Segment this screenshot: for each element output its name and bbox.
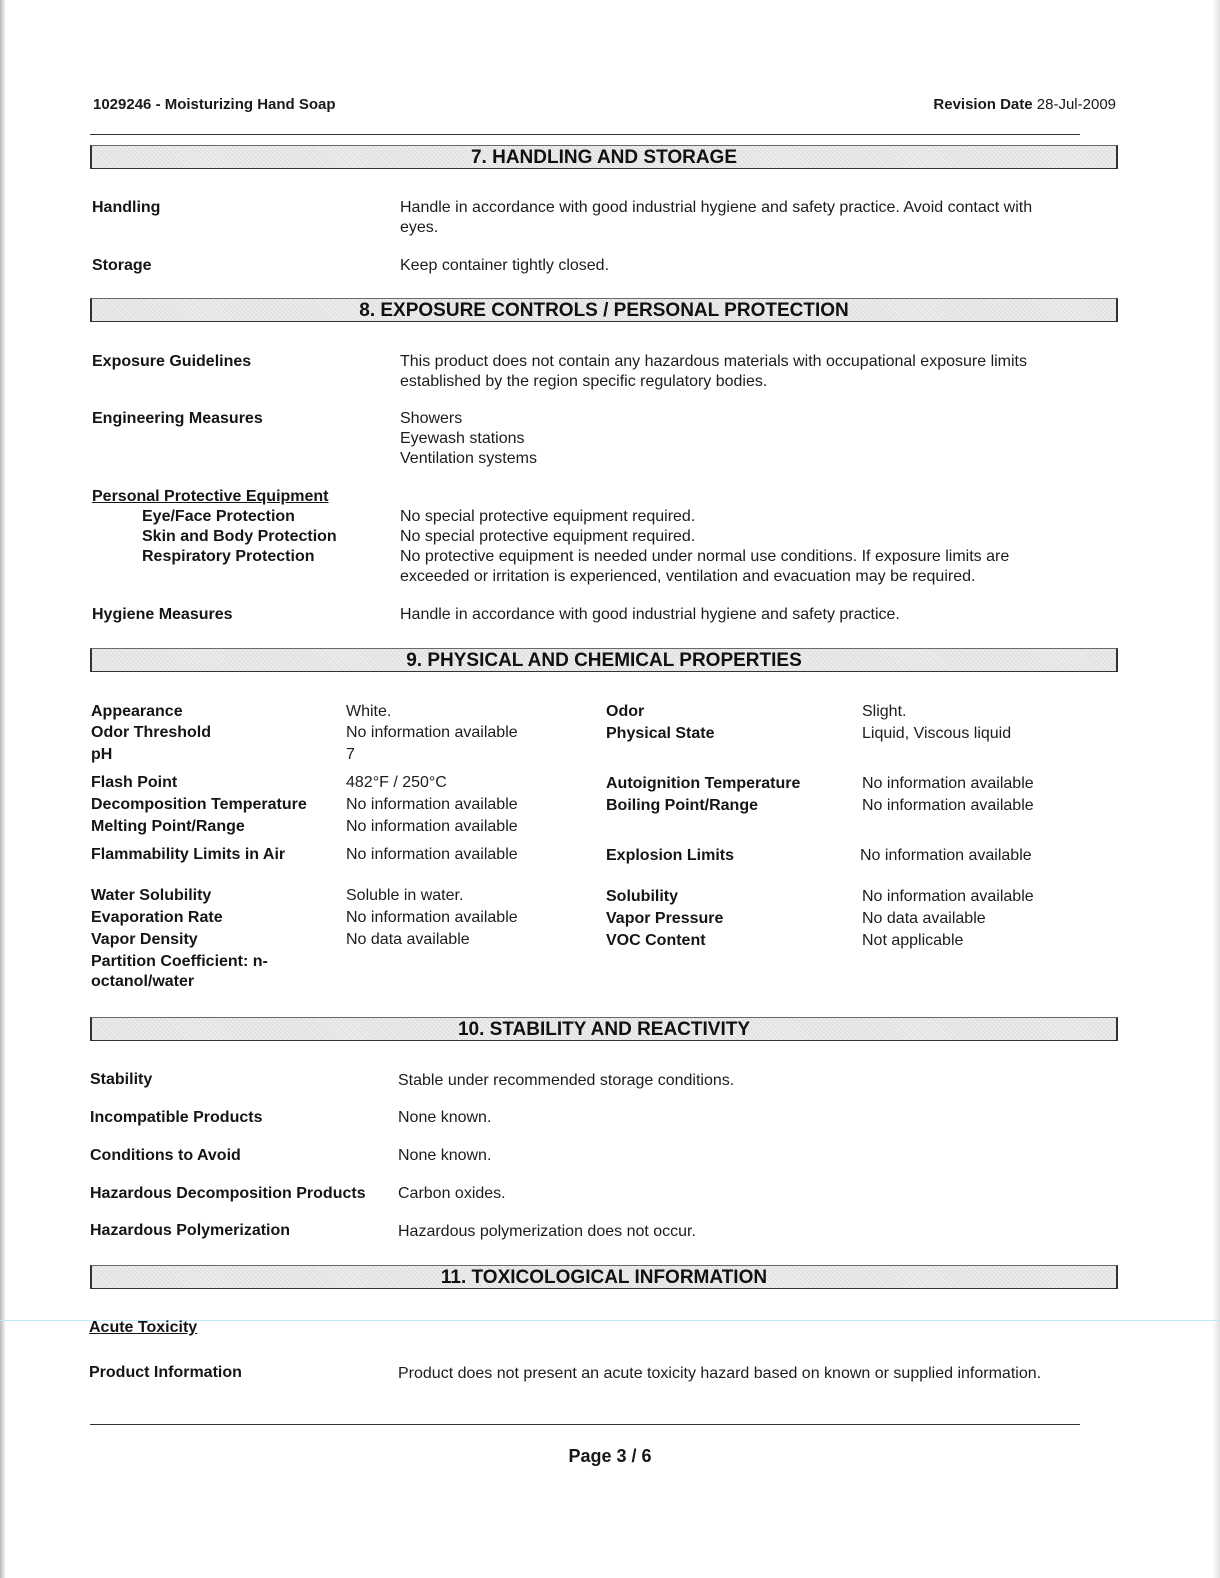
partition-coefficient-label-2: octanol/water <box>91 973 195 990</box>
footer-rule <box>90 1424 1080 1425</box>
engineering-measures-label: Engineering Measures <box>92 410 263 427</box>
exposure-guidelines-text-2: established by the region specific regulatory bodies. <box>400 373 768 390</box>
vapor-pressure-value: No data available <box>862 910 986 927</box>
flash-point-label: Flash Point <box>91 774 178 791</box>
ppe-label: Personal Protective Equipment <box>92 488 329 505</box>
flammability-value: No information available <box>346 846 518 863</box>
flammability-label: Flammability Limits in Air <box>91 846 286 863</box>
skin-body-text: No special protective equipment required. <box>400 528 696 545</box>
section-8-bar <box>90 298 1118 322</box>
autoignition-label: Autoignition Temperature <box>606 775 801 792</box>
handling-label: Handling <box>92 199 161 216</box>
revision-date: 28-Jul-2009 <box>1036 96 1116 113</box>
engineering-item: Eyewash stations <box>400 430 525 447</box>
physical-state-value: Liquid, Viscous liquid <box>862 725 1012 742</box>
explosion-limits-label: Explosion Limits <box>606 847 735 864</box>
evaporation-rate-label: Evaporation Rate <box>91 909 223 926</box>
section-9-title: 9. PHYSICAL AND CHEMICAL PROPERTIES <box>406 650 802 671</box>
respiratory-text-1: No protective equipment is needed under normal use conditions. If exposure limits are <box>400 548 1010 565</box>
incompatible-products-value: None known. <box>398 1109 492 1126</box>
conditions-to-avoid-label: Conditions to Avoid <box>90 1147 241 1164</box>
section-10-bar <box>90 1017 1118 1041</box>
acute-toxicity-label: Acute Toxicity <box>89 1319 198 1336</box>
hygiene-text: Handle in accordance with good industrial hygiene and safety practice. <box>400 606 900 623</box>
vapor-density-value: No data available <box>346 931 470 948</box>
conditions-to-avoid-value: None known. <box>398 1147 492 1164</box>
boiling-point-value: No information available <box>862 797 1034 814</box>
vapor-pressure-label: Vapor Pressure <box>606 910 724 927</box>
stability-value: Stable under recommended storage conditions. <box>398 1072 735 1089</box>
stability-label: Stability <box>90 1071 153 1088</box>
appearance-label: Appearance <box>91 703 183 720</box>
skin-body-label: Skin and Body Protection <box>142 528 337 545</box>
odor-threshold-value: No information available <box>346 724 518 741</box>
decomposition-temp-label: Decomposition Temperature <box>91 796 307 813</box>
boiling-point-label: Boiling Point/Range <box>606 797 758 814</box>
respiratory-label: Respiratory Protection <box>142 548 315 565</box>
hazardous-decomposition-label: Hazardous Decomposition Products <box>90 1185 366 1202</box>
eye-face-label: Eye/Face Protection <box>142 508 295 525</box>
engineering-item: Showers <box>400 410 463 427</box>
eye-face-text: No special protective equipment required. <box>400 508 696 525</box>
section-10-title: 10. STABILITY AND REACTIVITY <box>457 1019 751 1040</box>
section-11-title: 11. TOXICOLOGICAL INFORMATION <box>440 1267 768 1288</box>
appearance-value: White. <box>346 703 392 720</box>
handling-text-1: Handle in accordance with good industrial hygiene and safety practice. Avoid contact with <box>400 199 1033 216</box>
evaporation-rate-value: No information available <box>346 909 518 926</box>
odor-value: Slight. <box>862 703 907 720</box>
section-7-bar <box>90 145 1118 169</box>
solubility-value: No information available <box>862 888 1034 905</box>
respiratory-text-2: exceeded or irritation is experienced, ventilation and evacuation may be required. <box>400 568 976 585</box>
revision-header <box>933 96 1116 113</box>
storage-text: Keep container tightly closed. <box>400 257 610 274</box>
product-information-label: Product Information <box>89 1364 242 1381</box>
vapor-density-label: Vapor Density <box>91 931 198 948</box>
section-11-bar <box>90 1265 1118 1289</box>
flash-point-value: 482°F / 250°C <box>346 774 447 791</box>
product-information-value: Product does not present an acute toxicity hazard based on known or supplied information. <box>398 1365 1042 1382</box>
explosion-limits-value: No information available <box>860 847 1032 864</box>
ph-value: 7 <box>346 746 355 763</box>
melting-point-value: No information available <box>346 818 518 835</box>
page-number: Page 3 / 6 <box>568 1446 652 1466</box>
voc-content-label: VOC Content <box>606 932 706 949</box>
hazardous-decomposition-value: Carbon oxides. <box>398 1185 506 1202</box>
partition-coefficient-label-1: Partition Coefficient: n- <box>91 953 268 970</box>
incompatible-products-label: Incompatible Products <box>90 1109 263 1126</box>
voc-content-value: Not applicable <box>862 932 964 949</box>
hazardous-polymerization-label: Hazardous Polymerization <box>90 1222 291 1239</box>
odor-threshold-label: Odor Threshold <box>91 724 211 741</box>
melting-point-label: Melting Point/Range <box>91 818 245 835</box>
storage-label: Storage <box>92 257 152 274</box>
hygiene-label: Hygiene Measures <box>92 606 233 623</box>
scan-edge-left <box>0 0 6 1578</box>
odor-label: Odor <box>606 703 645 720</box>
section-8-title: 8. EXPOSURE CONTROLS / PERSONAL PROTECTION <box>359 300 849 321</box>
scan-edge-right <box>1212 0 1220 1578</box>
autoignition-value: No information available <box>862 775 1034 792</box>
hazardous-polymerization-value: Hazardous polymerization does not occur. <box>398 1223 696 1240</box>
handling-text-2: eyes. <box>400 219 439 236</box>
product-header: 1029246 - Moisturizing Hand Soap <box>93 96 336 113</box>
engineering-item: Ventilation systems <box>400 450 537 467</box>
section-7-title: 7. HANDLING AND STORAGE <box>470 147 738 168</box>
section-9-bar <box>90 648 1118 672</box>
exposure-guidelines-text-1: This product does not contain any hazardous materials with occupational exposure limits <box>400 353 1027 370</box>
ph-label: pH <box>91 746 113 763</box>
exposure-guidelines-label: Exposure Guidelines <box>92 353 252 370</box>
water-solubility-label: Water Solubility <box>91 887 212 904</box>
revision-label: Revision Date <box>933 96 1033 113</box>
physical-state-label: Physical State <box>606 725 715 742</box>
solubility-label: Solubility <box>606 888 678 905</box>
header-rule <box>90 134 1080 135</box>
decomposition-temp-value: No information available <box>346 796 518 813</box>
water-solubility-value: Soluble in water. <box>346 887 464 904</box>
